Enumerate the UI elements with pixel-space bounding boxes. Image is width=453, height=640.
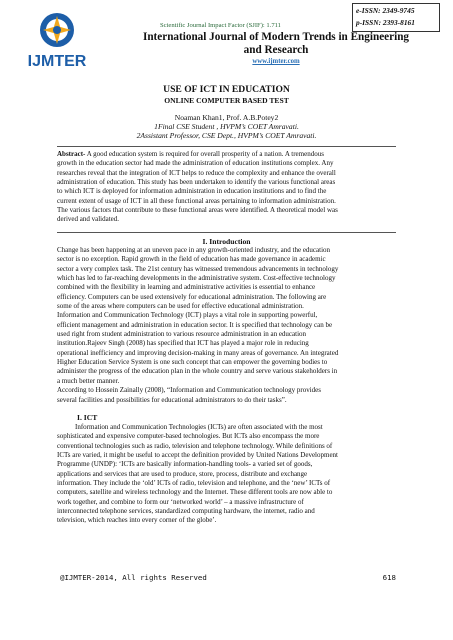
- ict-line: computers, satellite and wireless technology and the Internet. These different tools are now able to: [57, 488, 333, 497]
- ict-line: information. They include the ‘old’ ICTs of radio, television and telephone, and the ‘new’ ICTs of: [57, 479, 331, 488]
- abstract-line: administration of education. This study has been undertaken to identify the various functional areas: [57, 178, 336, 187]
- affiliation-1: 1Final CSE Student , HVPM’s COET Amravati.: [154, 122, 299, 131]
- section-heading-introduction: I. Introduction: [202, 237, 251, 246]
- abstract-line: derived and validated.: [57, 215, 120, 224]
- affiliation-2: 2Assistant Professor, CSE Dept., HVPM’s COET Amravati.: [136, 131, 317, 140]
- page-number: 618: [382, 573, 396, 582]
- intro-line: a much better manner.: [57, 376, 120, 385]
- eissn: e-ISSN: 2349-9745: [356, 6, 415, 15]
- impact-factor: Scientific Journal Impact Factor (SJIF): 1.711: [160, 22, 281, 29]
- intro-line: institution.Rajeev Singh (2008) has specified that ICT has played a major role in reducing: [57, 339, 309, 348]
- journal-title-line2: and Research: [243, 44, 309, 56]
- intro-line: Higher Education Service System is one such concept that can empower the governing bodies to: [57, 358, 328, 367]
- ict-line: ICTs are varied, it might be useful to accept the definition provided by United Nations Development: [57, 451, 338, 460]
- journal-url-link[interactable]: www.ijmter.com: [252, 58, 300, 65]
- paper-subtitle: ONLINE COMPUTER BASED TEST: [164, 96, 289, 105]
- abstract-line: researches reveal that the integration of ICT helps to reduce the complexity and enhance the overall: [57, 168, 336, 177]
- logo-text: IJMTER: [27, 53, 87, 70]
- ict-line: Programme (UNDP): ‘ICTs are basically information-handling tools- a varied set of goods,: [57, 460, 313, 469]
- intro-line: several facilities and possibilities for educational administrators to do their tasks”.: [57, 395, 287, 404]
- abstract-line: [57, 150, 396, 159]
- ict-line: applications and services that are used to produce, store, process, distribute and exchange: [57, 469, 308, 478]
- journal-logo: [8, 8, 106, 70]
- intro-line: According to Hossein Zainally (2008), “Information and Communication technology provides: [57, 386, 321, 395]
- intro-line: efficient management and administration in education sector. It is specified that technology can be: [57, 320, 333, 329]
- intro-line: Information and Communication Technology (ICT) plays a vital role in supporting powerful,: [57, 311, 318, 320]
- abstract-bottom-rule: [57, 232, 396, 233]
- paper-authors: Noaman Khan1, Prof. A.B.Potey2: [174, 113, 279, 122]
- abstract-line: The various factors that contribute to these functional areas were identified. A theoretical model was: [57, 206, 338, 215]
- intro-line: administer the progress of the education plan in the whole country and serve various stakeholders in: [57, 367, 338, 376]
- ict-line: sophisticated and expensive computer-based technologies. But ICTs also encompass the more: [57, 432, 320, 441]
- intro-line: some of the areas where computers can be used for effective educational administration.: [57, 302, 304, 311]
- intro-line: combined with the flexibility in learning and administrative activities is essential to enhance: [57, 283, 316, 292]
- intro-line: operational inefficiency and improving decision-making in many areas of governance. An integrated: [57, 348, 339, 357]
- ict-line: work together, and combine to form our ‘networked world’ – a massive infrastructure of: [57, 497, 304, 506]
- abstract-line: to which ICT is deployed for information administration in education institutions and to find the: [57, 187, 327, 196]
- intro-line: efficiency. Computers can be used extensively for educational administration. The following are: [57, 292, 327, 301]
- abstract-line: current extent of usage of ICT in all these functional areas pertaining to information administration.: [57, 196, 336, 205]
- ict-line: Information and Communication Technologies (ICTs) are often associated with the most: [75, 423, 323, 431]
- introduction-body: [57, 246, 396, 405]
- intro-line: sector a very complex task. The 21st century has witnessed tremendous advancements in technology: [57, 264, 339, 273]
- pissn: p-ISSN: 2393-8161: [356, 18, 415, 27]
- journal-title: [108, 31, 444, 57]
- abstract-label: Abstract-: [57, 150, 86, 158]
- ict-line: television, which reaches into every corner of the globe’.: [57, 516, 217, 525]
- paper-title: USE OF ICT IN EDUCATION: [163, 84, 290, 95]
- copyright-notice: @IJMTER-2014, All rights Reserved: [60, 573, 207, 582]
- ict-body: [57, 423, 396, 526]
- intro-line: sector is no exception. Rapid growth in the field of education has made governance in academic: [57, 255, 326, 264]
- ict-line: conventional technologies such as radio, television and telephone technology. While definitions of: [57, 441, 333, 450]
- intro-line: which has led to far-reaching developments in the administrative system. Cost-effective technology: [57, 274, 336, 283]
- abstract-line-text: A good education system is required for overall prosperity of a nation. A tremendous: [86, 150, 324, 158]
- abstract: [57, 150, 396, 225]
- ict-line: interconnected telephone services, standardized computing hardware, the internet, radio and: [57, 507, 315, 516]
- section-heading-ict: I. ICT: [77, 413, 98, 422]
- abstract-line: growth in the education sector had made the administration of education institutions complex. Any: [57, 159, 334, 168]
- abstract-top-rule: [57, 146, 396, 147]
- intro-line: Change has been happening at an uneven pace in any growth-oriented industry, and the education: [57, 246, 331, 254]
- logo-emblem: [40, 13, 74, 47]
- journal-title-line1: International Journal of Modern Trends in Engineering: [142, 31, 410, 43]
- intro-line: used right from student administration to various resource administration in an education: [57, 330, 307, 339]
